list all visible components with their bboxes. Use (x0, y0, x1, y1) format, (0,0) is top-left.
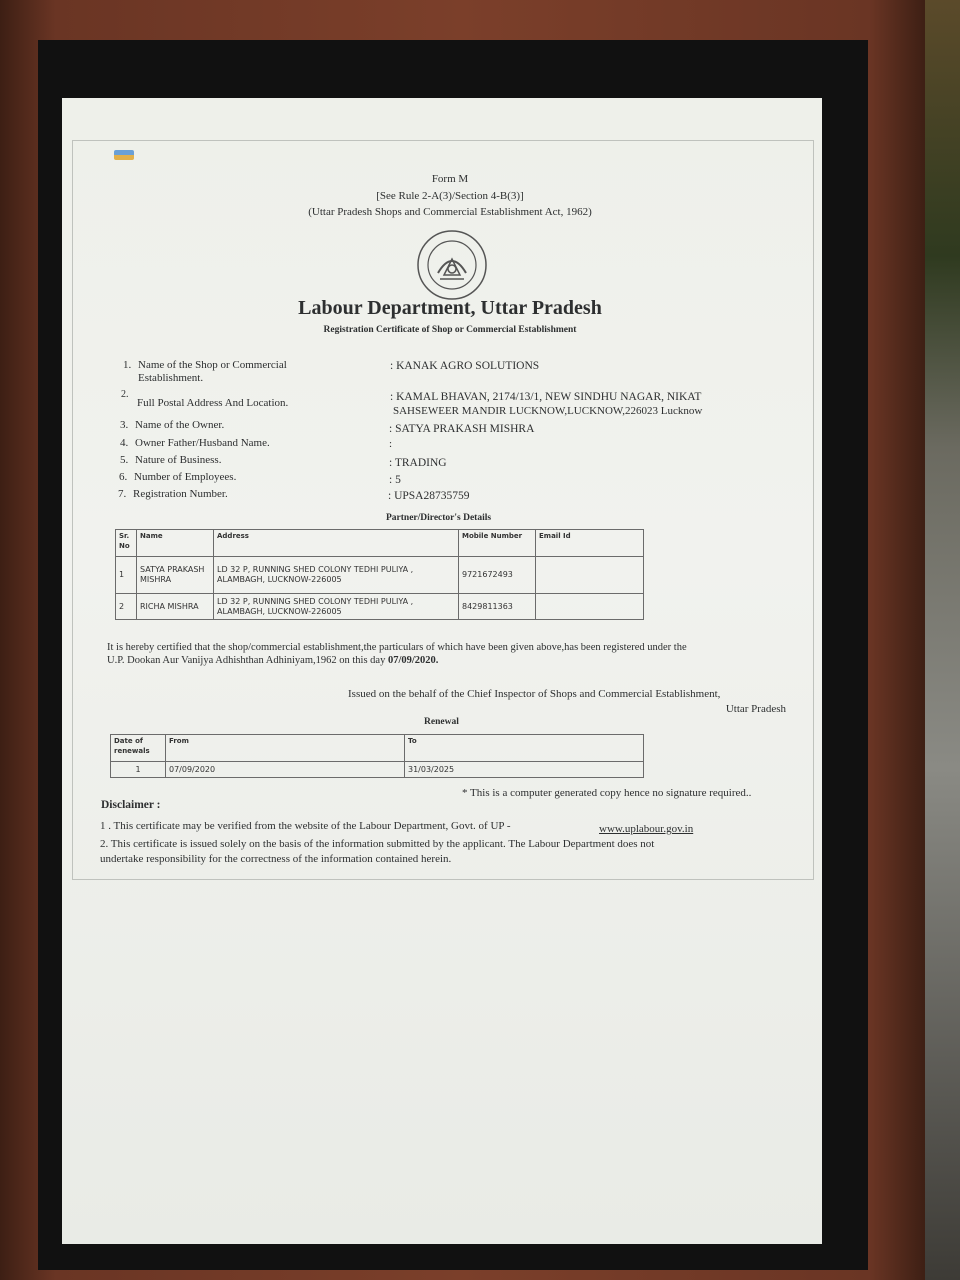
disclaimer-heading: Disclaimer : (101, 799, 161, 811)
field-4-number: 4. (120, 437, 129, 449)
field-3-label: Name of the Owner. (135, 419, 225, 431)
field-5-label: Nature of Business. (135, 454, 222, 466)
up-government-seal-icon (416, 229, 488, 301)
partner-mobile: 9721672493 (459, 557, 536, 594)
field-4-label: Owner Father/Husband Name. (135, 437, 270, 449)
registration-number-value: : UPSA28735759 (388, 490, 470, 502)
renewal-table (110, 734, 644, 778)
renewal-to: 31/03/2025 (405, 762, 644, 778)
table-row (116, 594, 644, 620)
owner-name-value: : SATYA PRAKASH MISHRA (389, 423, 535, 435)
partner-address: LD 32 P, RUNNING SHED COLONY TEDHI PULIYA , ALAMBAGH, LUCKNOW-226005 (214, 594, 459, 620)
renewal-from: 07/09/2020 (166, 762, 405, 778)
partner-details-heading: Partner/Director's Details (386, 513, 492, 523)
address-value-line2: SAHSEWEER MANDIR LUCKNOW,LUCKNOW,226023 Lucknow (393, 405, 703, 417)
col-sr-no: Sr. No (116, 530, 137, 557)
issued-line1: Issued on the behalf of the Chief Inspector of Shops and Commercial Establishment, (348, 688, 721, 700)
disclaimer-item2-line2: undertake responsibility for the correctness of the information contained herein. (100, 853, 452, 865)
col-name: Name (137, 530, 214, 557)
field-1-label-cont: Establishment. (138, 372, 204, 384)
partner-email (536, 557, 644, 594)
field-3-number: 3. (120, 419, 129, 431)
field-2-number: 2. (121, 389, 129, 400)
col-mobile: Mobile Number (459, 530, 536, 557)
owner-father-value: : (389, 438, 393, 450)
certify-line2-text: U.P. Dookan Aur Vanijya Adhishthan Adhiniyam,1962 on this day (107, 655, 388, 666)
portal-logo-icon (114, 150, 134, 160)
registration-date: 07/09/2020. (387, 655, 439, 666)
renewal-number: 1 (111, 762, 166, 778)
partner-email (536, 594, 644, 620)
partner-name: RICHA MISHRA (137, 594, 214, 620)
form-title: Form M (431, 173, 469, 185)
col-from: From (166, 735, 405, 762)
field-7-number: 7. (118, 488, 127, 500)
field-2-label: Full Postal Address And Location. (137, 397, 289, 409)
field-1-label: Name of the Shop or Commercial (138, 359, 287, 371)
issued-line2: Uttar Pradesh (725, 703, 786, 715)
partner-sr: 2 (116, 594, 137, 620)
partner-address: LD 32 P, RUNNING SHED COLONY TEDHI PULIYA , ALAMBAGH, LUCKNOW-226005 (214, 557, 459, 594)
form-rule: [See Rule 2-A(3)/Section 4-B(3)] (376, 190, 524, 202)
certify-line2 (107, 655, 438, 666)
department-heading: Labour Department, Uttar Pradesh (298, 297, 602, 319)
employees-value: : 5 (389, 474, 401, 486)
disclaimer-item1: 1 . This certificate may be verified from the website of the Labour Department, Govt. of UP - (100, 820, 511, 832)
col-address: Address (214, 530, 459, 557)
partner-name: SATYA PRAKASH MISHRA (137, 557, 214, 594)
col-date-of-renewals: Date of renewals (111, 735, 166, 762)
address-value-line1: : KAMAL BHAVAN, 2174/13/1, NEW SINDHU NAGAR, NIKAT (390, 391, 702, 403)
field-7-label: Registration Number. (133, 488, 228, 500)
computer-generated-note: * This is a computer generated copy hence no signature required.. (462, 787, 752, 799)
business-nature-value: : TRADING (389, 457, 447, 469)
partner-sr: 1 (116, 557, 137, 594)
disclaimer-item2-line1: 2. This certificate is issued solely on the basis of the information submitted by the applicant. The Labour Department does not (100, 838, 655, 850)
partner-table (115, 529, 644, 620)
shop-name-value: : KANAK AGRO SOLUTIONS (390, 360, 540, 372)
partner-mobile: 8429811363 (459, 594, 536, 620)
col-to: To (405, 735, 644, 762)
certify-line1: It is hereby certified that the shop/commercial establishment,the particulars of which have been given above,has been registered under the (107, 642, 687, 653)
table-row (116, 557, 644, 594)
col-email: Email Id (536, 530, 644, 557)
field-6-number: 6. (119, 471, 128, 483)
form-act: (Uttar Pradesh Shops and Commercial Establishment Act, 1962) (308, 206, 592, 218)
labour-website-link[interactable]: www.uplabour.gov.in (599, 823, 694, 835)
field-6-label: Number of Employees. (134, 471, 237, 483)
field-1-number: 1. (123, 359, 132, 371)
renewal-heading: Renewal (424, 717, 459, 727)
table-row (111, 762, 644, 778)
certificate-subtitle: Registration Certificate of Shop or Commercial Establishment (323, 325, 577, 335)
field-5-number: 5. (120, 454, 129, 466)
